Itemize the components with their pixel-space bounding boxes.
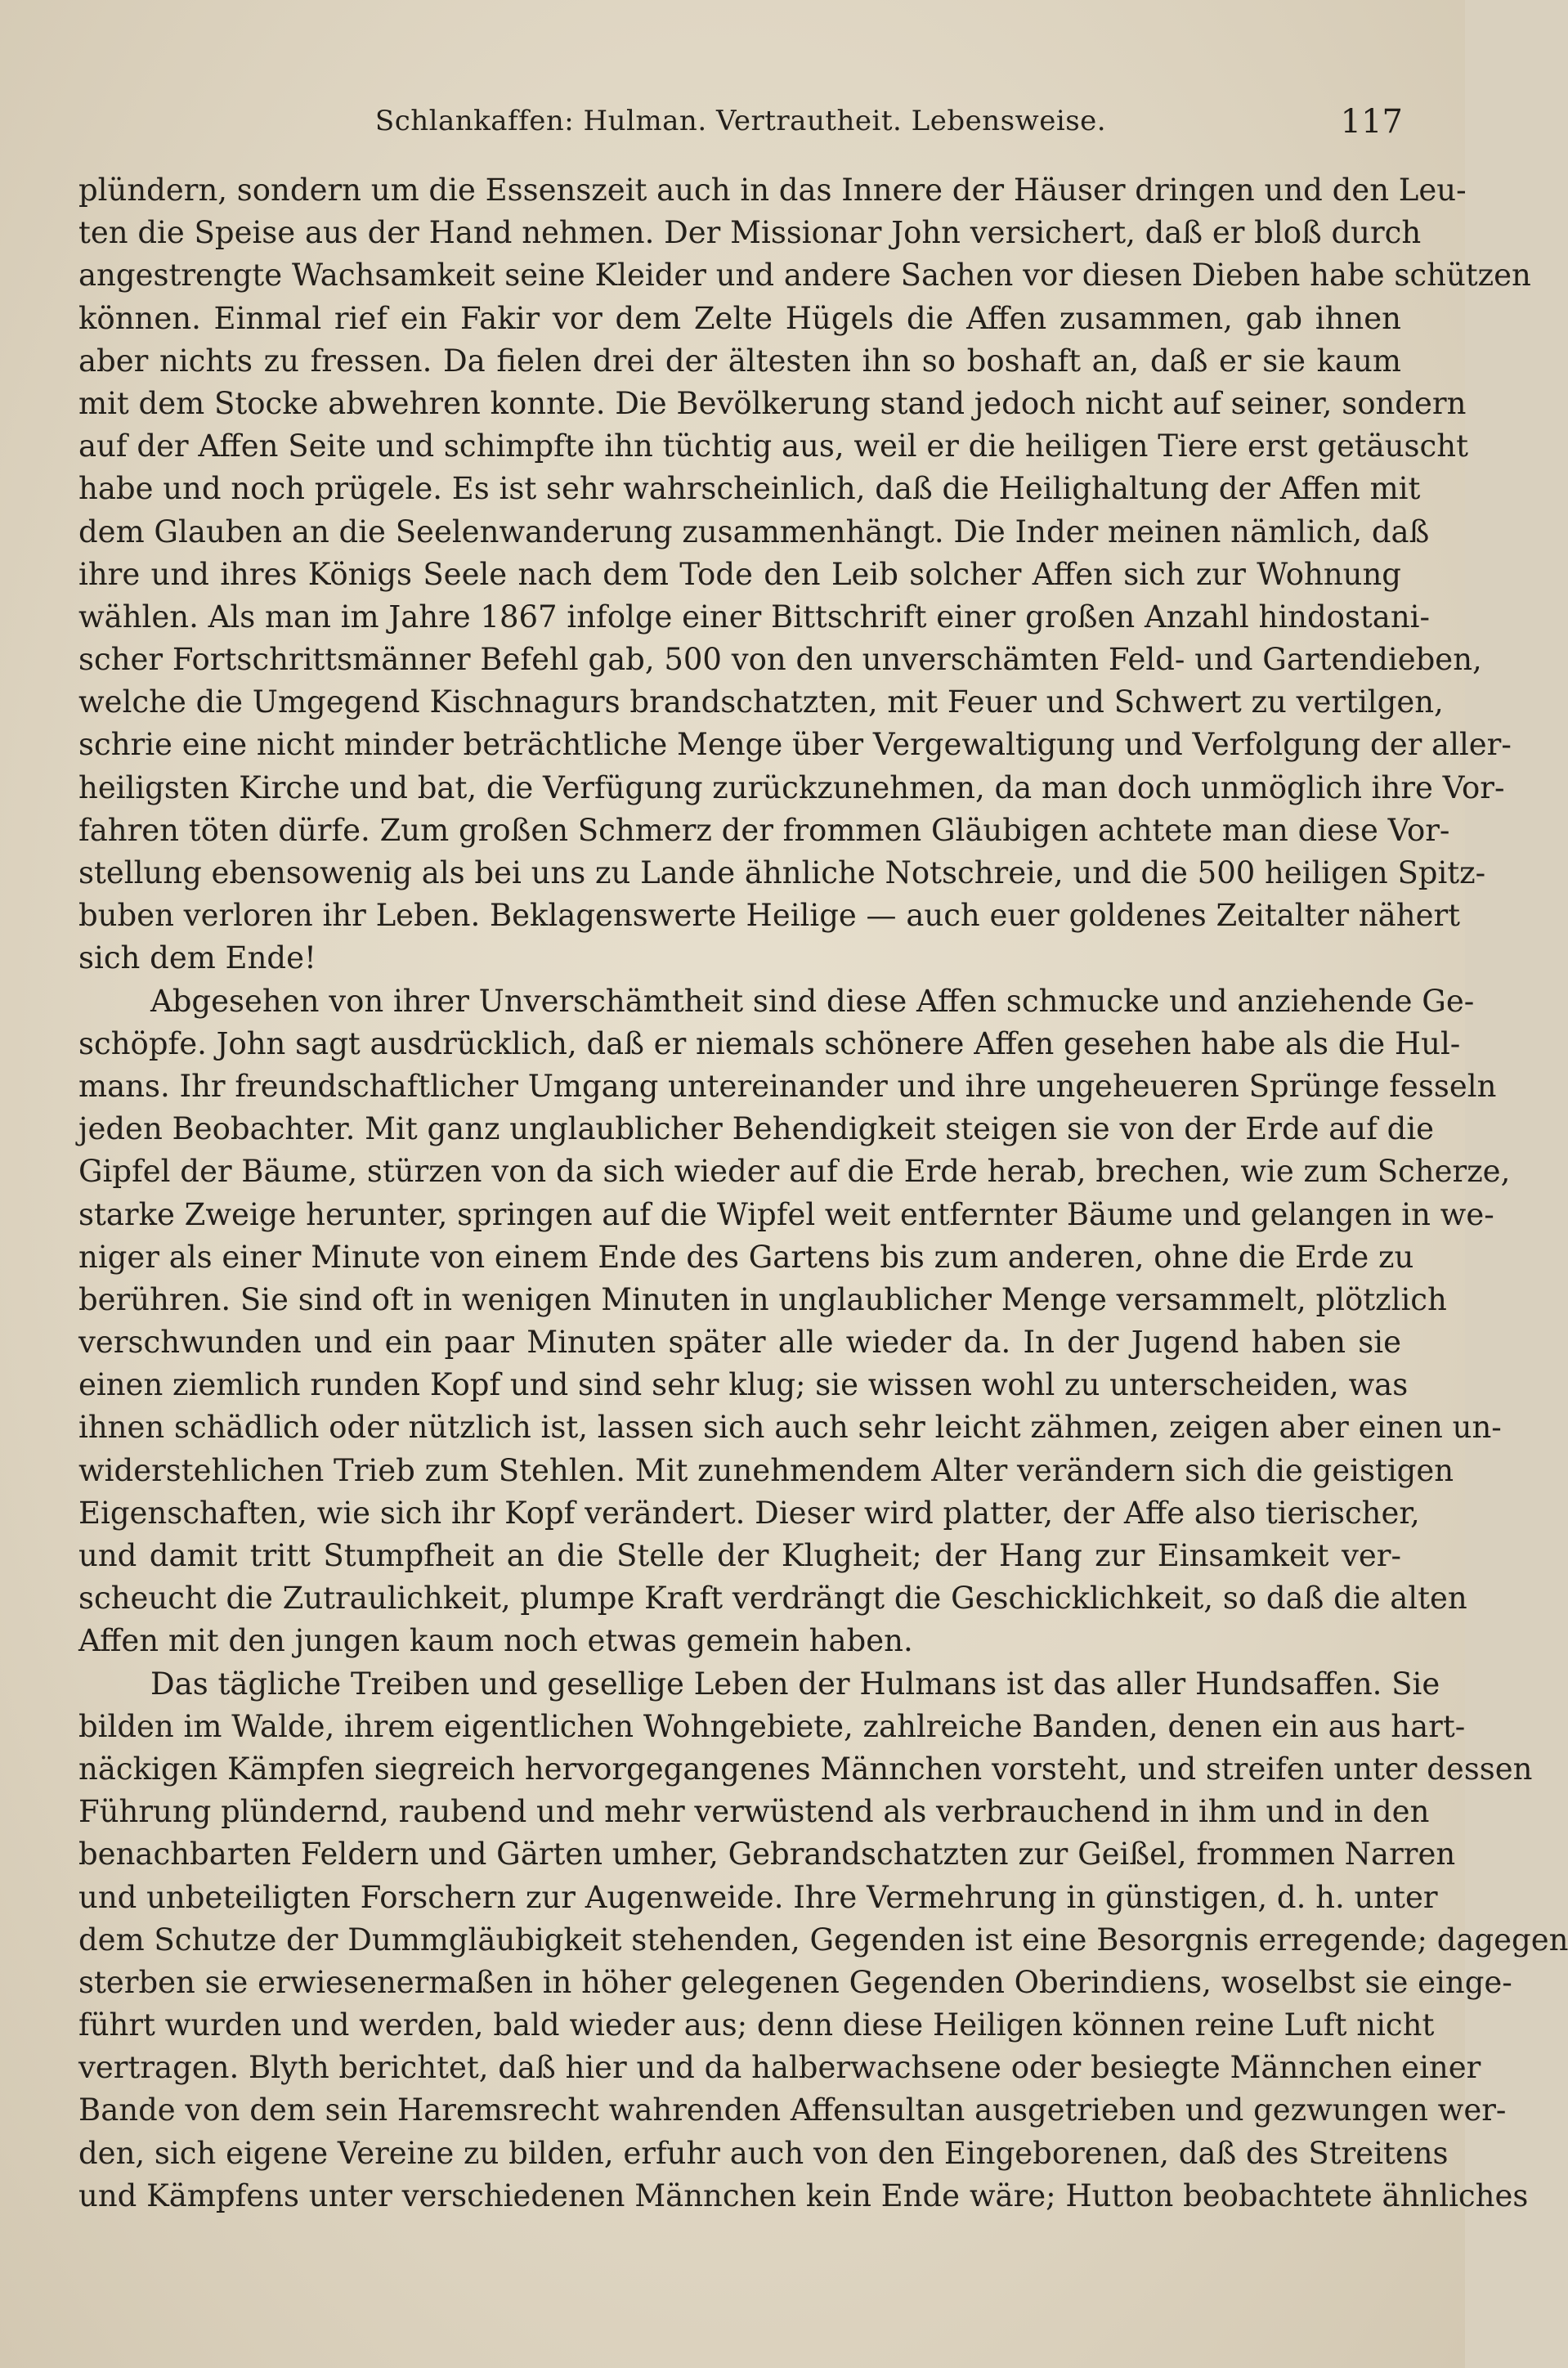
text-line: den, sich eigene Vereine zu bilden, erfuhr auch von den Eingeborenen, daß des Streitens [78, 2135, 1449, 2171]
text-line: starke Zweige herunter, springen auf die Wipfel weit entfernter Bäume und gelangen in we- [78, 1196, 1494, 1232]
body-text [78, 169, 1568, 2218]
text-line: mans. Ihr freundschaftlicher Umgang untereinander und ihre ungeheueren Sprünge fesseln [78, 1068, 1497, 1104]
text-line: widerstehlichen Trieb zum Stehlen. Mit zunehmendem Alter verändern sich die geistigen [78, 1452, 1454, 1488]
text-line: scheucht die Zutraulichkeit, plumpe Kraft verdrängt die Geschicklichkeit, so daß die alten [78, 1581, 1467, 1617]
text-line: berühren. Sie sind oft in wenigen Minuten in unglaublicher Menge versammelt, plötzlich [78, 1281, 1447, 1317]
text-line: näckigen Kämpfen siegreich hervorgegangenes Männchen vorsteht, und streifen unter dessen [78, 1751, 1533, 1787]
text-line: vertragen. Blyth berichtet, daß hier und da halberwachsene oder besiegte Männchen einer [78, 2050, 1481, 2086]
text-line: sich dem Ende! [78, 940, 316, 976]
text-line: Das tägliche Treiben und gesellige Leben der Hulmans ist das aller Hundsaffen. Sie [150, 1666, 1440, 1702]
text-line: Abgesehen von ihrer Unverschämtheit sind diese Affen schmucke und anziehende Ge- [150, 983, 1475, 1019]
text-line: können. Einmal rief ein Fakir vor dem Zelte Hügels die Affen zusammen, gab ihnen [78, 300, 1401, 336]
text-line: verschwunden und ein paar Minuten später alle wieder da. In der Jugend haben sie [78, 1325, 1401, 1361]
text-line: führt wurden und werden, bald wieder aus; denn diese Heiligen können reine Luft nicht [78, 2007, 1435, 2043]
text-line: Bande von dem sein Haremsrecht wahrenden Affensultan ausgetrieben und gezwungen wer- [78, 2092, 1507, 2128]
text-line: ten die Speise aus der Hand nehmen. Der Missionar John versichert, daß er bloß durch [78, 215, 1422, 251]
text-line: schöpfe. John sagt ausdrücklich, daß er niemals schönere Affen gesehen habe als die Hul- [78, 1025, 1461, 1061]
text-line: einen ziemlich runden Kopf und sind sehr klug; sie wissen wohl zu unterscheiden, was [78, 1367, 1409, 1403]
text-line: auf der Affen Seite und schimpfte ihn tüchtig aus, weil er die heiligen Tiere erst getäuscht [78, 428, 1468, 464]
text-line: und unbeteiligten Forschern zur Augenweide. Ihre Vermehrung in günstigen, d. h. unter [78, 1879, 1438, 1915]
text-line: dem Schutze der Dummgläubigkeit stehenden, Gegenden ist eine Besorgnis erregende; dagegen [78, 1922, 1568, 1958]
text-line: ihre und ihres Königs Seele nach dem Tode den Leib solcher Affen sich zur Wohnung [78, 556, 1401, 592]
text-line: Affen mit den jungen kaum noch etwas gemein haben. [78, 1623, 913, 1659]
text-line: buben verloren ihr Leben. Beklagenswerte Heilige — auch euer goldenes Zeitalter nähert [78, 898, 1461, 934]
text-line: ihnen schädlich oder nützlich ist, lassen sich auch sehr leicht zähmen, zeigen aber einen un- [78, 1410, 1502, 1446]
text-line: heiligsten Kirche und bat, die Verfügung zurückzunehmen, da man doch unmöglich ihre Vor- [78, 769, 1505, 805]
text-line: Eigenschaften, wie sich ihr Kopf verändert. Dieser wird platter, der Affe also tierischer, [78, 1495, 1420, 1531]
text-line: Führung plündernd, raubend und mehr verwüstend als verbrauchend in ihm und in den [78, 1794, 1430, 1830]
text-line: plündern, sondern um die Essenszeit auch in das Innere der Häuser dringen und den Leu- [78, 173, 1467, 208]
text-line: scher Fortschrittsmänner Befehl gab, 500 von den unverschämten Feld- und Gartendieben, [78, 642, 1482, 678]
text-line: dem Glauben an die Seelenwanderung zusammenhängt. Die Inder meinen nämlich, daß [78, 514, 1430, 549]
text-line: welche die Umgegend Kischnagurs brandschatzten, mit Feuer und Schwert zu vertilgen, [78, 684, 1444, 720]
text-line: aber nichts zu fressen. Da fielen drei der ältesten ihn so boshaft an, daß er sie kaum [78, 343, 1401, 379]
text-line: Gipfel der Bäume, stürzen von da sich wieder auf die Erde herab, brechen, wie zum Scherze, [78, 1154, 1511, 1190]
page-header [78, 96, 1403, 154]
page-number: 117 [1340, 103, 1403, 141]
text-line: jeden Beobachter. Mit ganz unglaublicher Behendigkeit steigen sie von der Erde auf die [78, 1111, 1435, 1147]
text-line: stellung ebensowenig als bei uns zu Lande ähnliche Notschreie, und die 500 heiligen Spitz- [78, 855, 1486, 890]
running-head: Schlankaffen: Hulman. Vertrautheit. Lebensweise. [374, 105, 1107, 137]
text-line: sterben sie erwiesenermaßen in höher gelegenen Gegenden Oberindiens, woselbst sie einge- [78, 1964, 1512, 2000]
text-line: fahren töten dürfe. Zum großen Schmerz der frommen Gläubigen achtete man diese Vor- [78, 812, 1450, 848]
text-line: niger als einer Minute von einem Ende des Gartens bis zum anderen, ohne die Erde zu [78, 1239, 1414, 1275]
text-line: habe und noch prügele. Es ist sehr wahrscheinlich, daß die Heilighaltung der Affen mit [78, 471, 1421, 507]
text-line: mit dem Stocke abwehren konnte. Die Bevölkerung stand jedoch nicht auf seiner, sondern [78, 385, 1467, 421]
text-line: und damit tritt Stumpfheit an die Stelle der Klugheit; der Hang zur Einsamkeit ver- [78, 1538, 1401, 1573]
text-line: angestrengte Wachsamkeit seine Kleider und andere Sachen vor diesen Dieben habe schützen [78, 258, 1531, 294]
text-line: und Kämpfens unter verschiedenen Männchen kein Ende wäre; Hutton beobachtete ähnliches [78, 2177, 1529, 2213]
text-line: wählen. Als man im Jahre 1867 infolge einer Bittschrift einer großen Anzahl hindostani- [78, 599, 1431, 635]
text-line: schrie eine nicht minder beträchtliche Menge über Vergewaltigung und Verfolgung der aller- [78, 727, 1512, 763]
text-line: bilden im Walde, ihrem eigentlichen Wohngebiete, zahlreiche Banden, denen ein aus hart- [78, 1708, 1466, 1744]
text-line: benachbarten Feldern und Gärten umher, Gebrandschatzten zur Geißel, frommen Narren [78, 1837, 1456, 1872]
